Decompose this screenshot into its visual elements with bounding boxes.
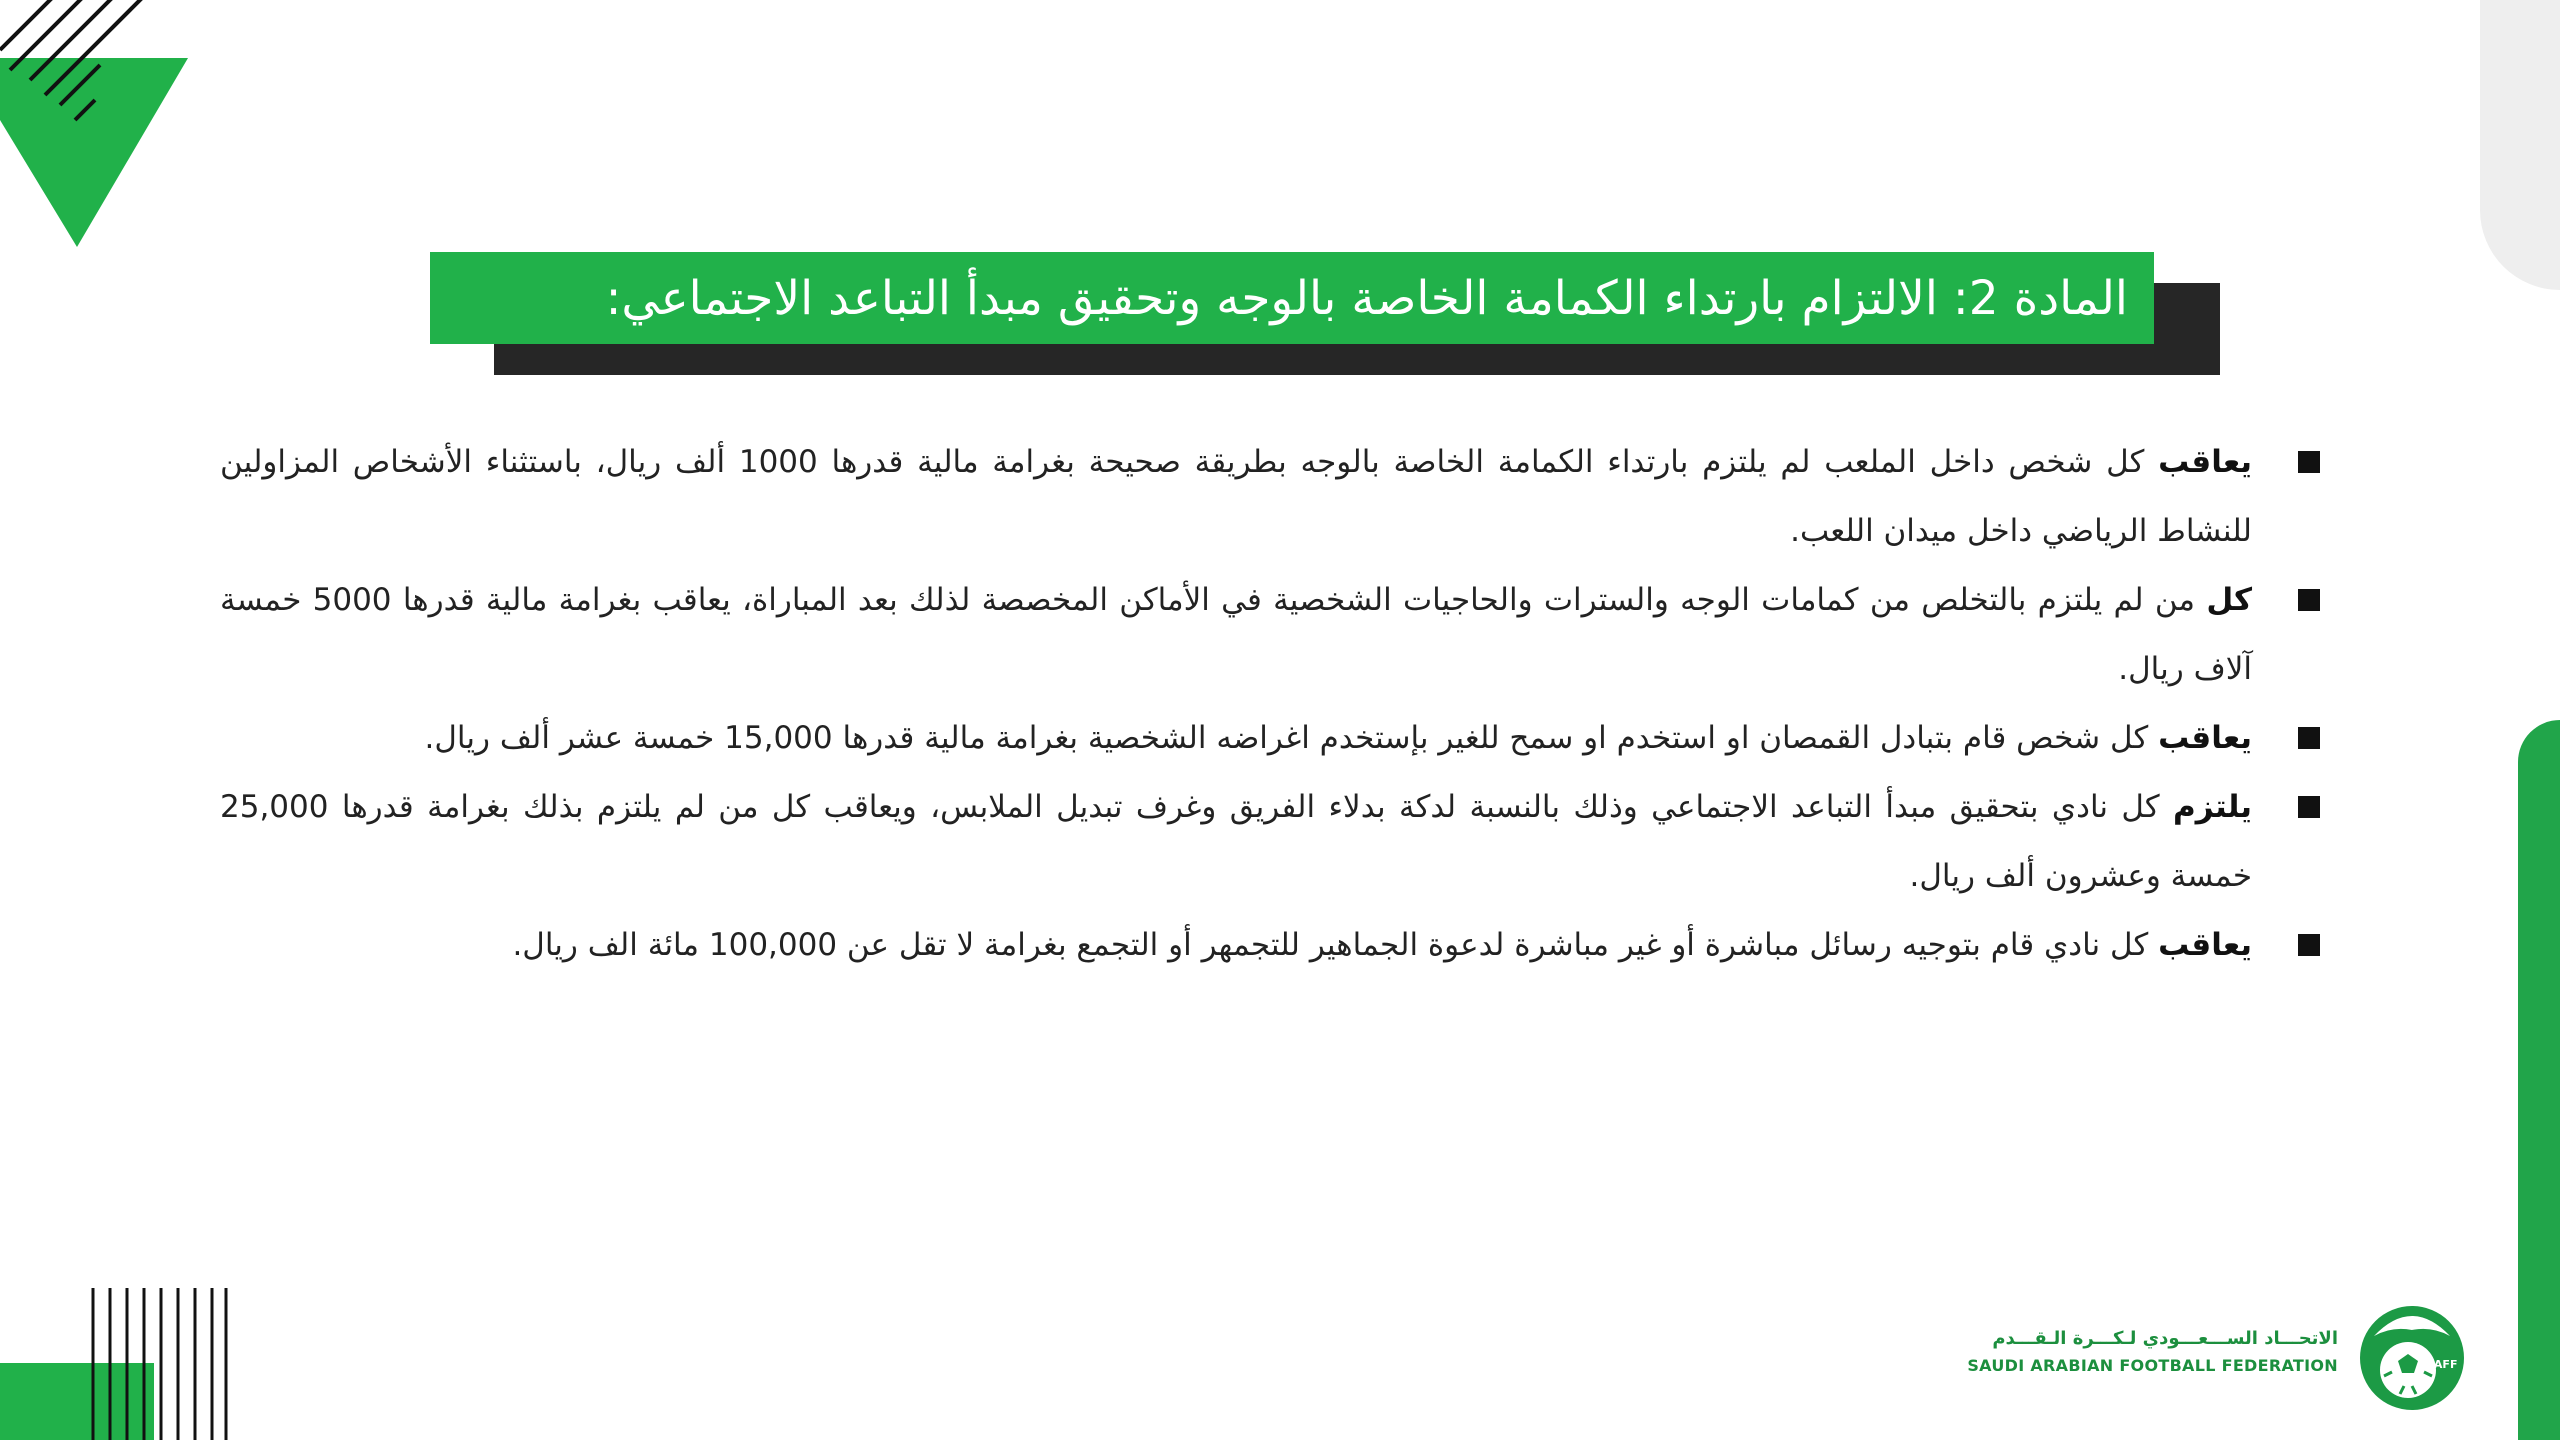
rule-text: كل نادي قام بتوجيه رسائل مباشرة أو غير مباشرة لدعوة الجماهير للتجمهر أو التجمع بغرامة لا تقل عن 100,000 مائة الف ريال. <box>512 927 2159 963</box>
rule-text: كل شخص داخل الملعب لم يلتزم بارتداء الكمامة الخاصة بالوجه بطريقة صحيحة بغرامة مالية قدرها 1000 ألف ريال، باستثناء الأشخاص المزاولين للنشاط الرياضي داخل ميدان اللعب. <box>220 444 2252 549</box>
rule-lead-word: يعاقب <box>2158 444 2252 480</box>
list-item <box>220 566 2320 704</box>
decorative-green-bar <box>2518 720 2560 1440</box>
rule-lead-word: يعاقب <box>2158 927 2252 963</box>
decorative-lines-graphic <box>0 1280 240 1440</box>
square-bullet-icon <box>2298 934 2320 956</box>
rule-lead-word: يلتزم <box>2173 789 2252 825</box>
falcon-football-emblem-icon <box>2354 1296 2470 1416</box>
title-banner <box>430 252 2154 344</box>
list-item <box>220 773 2320 911</box>
rule-lead-word: كل <box>2206 582 2253 618</box>
logo-arabic-text: الاتحـــاد الســـعـــودي لـكـــرة الـقـــدم <box>1992 1328 2338 1349</box>
rule-text: كل نادي بتحقيق مبدأ التباعد الاجتماعي وذلك بالنسبة لدكة بدلاء الفريق وغرف تبديل الملابس، ويعاقب كل من لم يلتزم بذلك بغرامة قدرها 25,000 خمسة وعشرون ألف ريال. <box>220 789 2252 894</box>
square-bullet-icon <box>2298 727 2320 749</box>
square-bullet-icon <box>2298 796 2320 818</box>
page-title: المادة 2: الالتزام بارتداء الكمامة الخاصة بالوجه وتحقيق مبدأ التباعد الاجتماعي: <box>605 270 2128 326</box>
logo-badge-text: SAFF <box>2426 1358 2458 1371</box>
list-item <box>220 428 2320 566</box>
decorative-grey-panel <box>2480 0 2560 290</box>
square-bullet-icon <box>2298 451 2320 473</box>
rule-text: كل شخص قام بتبادل القمصان او استخدم او سمح للغير بإستخدم اغراضه الشخصية بغرامة مالية قدرها 15,000 خمسة عشر ألف ريال. <box>424 720 2159 756</box>
logo-english-text: SAUDI ARABIAN FOOTBALL FEDERATION <box>1967 1356 2338 1375</box>
list-item <box>220 704 2320 773</box>
rules-list <box>220 428 2320 980</box>
decorative-triangle-graphic <box>0 0 200 260</box>
list-item <box>220 911 2320 980</box>
rule-lead-word: يعاقب <box>2158 720 2252 756</box>
rule-text: من لم يلتزم بالتخلص من كمامات الوجه والسترات والحاجيات الشخصية في الأماكن المخصصة لذلك بعد المباراة، يعاقب بغرامة مالية قدرها 5000 خمسة آلاف ريال. <box>220 582 2252 687</box>
square-bullet-icon <box>2298 589 2320 611</box>
saff-logo <box>1967 1296 2470 1420</box>
